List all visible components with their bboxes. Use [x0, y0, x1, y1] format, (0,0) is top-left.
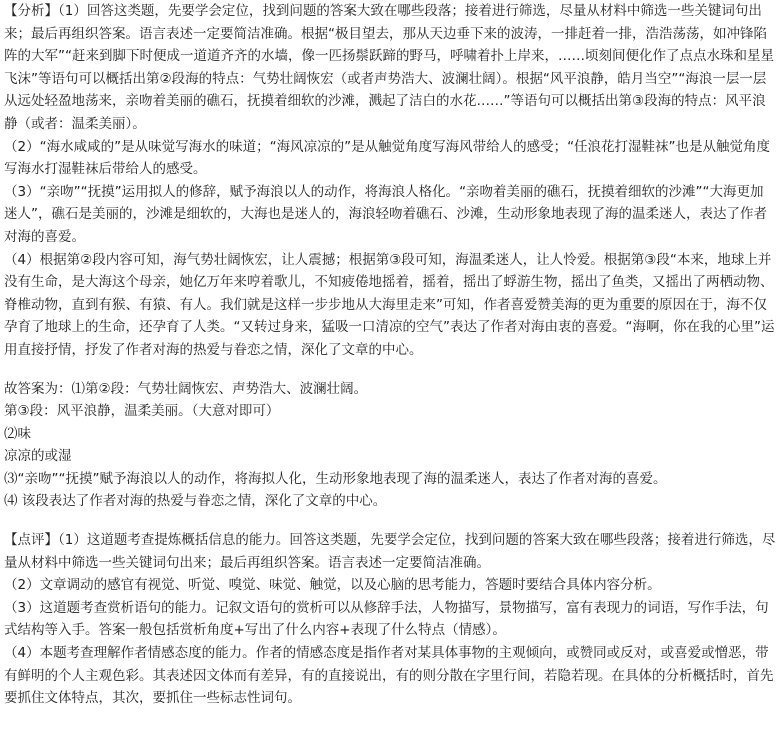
comment-paragraph-4: （4）本题考查理解作者情感态度的能力。作者的情感态度是指作者对某具体事物的主观倾向，或赞同或反对，或喜爱或憎恶，带有鲜明的个人主观色彩。其表述因文体而有差异，有的直接说出，有的则分散在字里行间，若隐若现。在具体的分析概括时，首先要抓住文体特点，其次，要抓住一些标志性词句。: [4, 645, 774, 707]
answer-line-1: 故答案为：⑴第②段：气势壮阔恢宏、声势浩大、波澜壮阔。: [4, 380, 368, 397]
answer-line-5: ⑶“亲吻”“抚摸”赋予海浪以人的动作，将海拟人化，生动形象地表现了海的温柔迷人，表达了作者对海的喜爱。: [4, 470, 667, 487]
answer-line-3: ⑵味: [4, 425, 31, 442]
analysis-section: [4, 0, 776, 362]
analysis-paragraph-1: 【分析】（1）回答这类题，先要学会定位，找到问题的答案大致在哪些段落；接着进行筛选，尽量从材料中筛选一些关键词句出来；最后再组织答案。语言表述一定要简洁准确。根据“极目望去，那从天边垂下来的波涛，一排赶着一排，浩浩荡荡，如冲锋陷阵的大军”“赶来到脚下时便成一道道齐齐的水墙，像一匹扬鬃跃蹄的野马，呼啸着扑上岸来，……顷刻间便化作了点点水珠和星星飞沫”等语句可以概括出第②段海的特点：气势壮阔恢宏（或者声势浩大、波澜壮阔）。根据“风平浪静，皓月当空”“海浪一层一层从远处轻盈地荡来，亲吻着美丽的礁石，抚摸着细软的沙滩，溅起了洁白的水花……”等语句可以概括出第③段海的特点：风平浪静（或者：温柔美丽）。: [4, 3, 774, 132]
answer-section: [4, 378, 776, 514]
comment-paragraph-2: （2）文章调动的感官有视觉、听觉、嗅觉、味觉、触觉，以及心脑的思考能力，答题时要结合具体内容分析。: [4, 577, 661, 594]
comment-section: [4, 529, 776, 710]
analysis-paragraph-4: （4）根据第②段内容可知，海气势壮阔恢宏，让人震撼；根据第③段可知，海温柔迷人，让人怜爱。根据第③段“本来，地球上并没有生命，是大海这个母亲，她亿万年来哼着歌儿，不知疲倦地摇着，摇着，摇出了蜉游生物，摇出了鱼类，又摇出了两栖动物、脊椎动物，直到有猴、有猿、有人。我们就是这样一步步地从大海里走来”可知，作者喜爱赞美海的更为重要的原因在于，海不仅孕育了地球上的生命，还孕育了人类。“又转过身来，猛吸一口清凉的空气”表达了作者对海由衷的喜爱。“海啊，你在我的心里”运用直接抒情，抒发了作者对海的热爱与眷恋之情，深化了文章的中心。: [4, 251, 775, 358]
analysis-paragraph-3: （3）“亲吻”“抚摸”运用拟人的修辞，赋予海浪以人的动作，将海浪人格化。“亲吻着美丽的礁石，抚摸着细软的沙滩”“大海更加迷人”，礁石是美丽的，沙滩是细软的，大海也是迷人的，海浪轻吻着礁石、沙滩，生动形象地表现了海的温柔迷人，表达了作者对海的喜爱。: [4, 183, 767, 245]
answer-line-6: ⑷ 该段表达了作者对海的热爱与眷恋之情，深化了文章的中心。: [4, 493, 387, 510]
comment-paragraph-1: 【点评】（1）这道题考查提炼概括信息的能力。回答这类题，先要学会定位，找到问题的答案大致在哪些段落；接着进行筛选，尽量从材料中筛选一些关键词句出来；最后再组织答案。语言表述一定要简洁准确。: [4, 532, 776, 571]
comment-paragraph-3: （3）这道题考查赏析语句的能力。记叙文语句的赏析可以从修辞手法，人物描写，景物描写，富有表现力的词语，写作手法，句式结构等入手。答案一般包括赏析角度+写出了什么内容+表现了什么特点（情感）。: [4, 599, 769, 639]
analysis-paragraph-2: （2）“海水咸咸的”是从味觉写海水的味道；“海风凉凉的”是从触觉角度写海风带给人的感受；“任浪花打湿鞋袜”也是从触觉角度写海水打湿鞋袜后带给人的感受。: [4, 138, 771, 178]
answer-line-4: 凉凉的或湿: [4, 448, 72, 465]
answer-line-2: 第③段：风平浪静，温柔美丽。（大意对即可）: [4, 403, 280, 420]
